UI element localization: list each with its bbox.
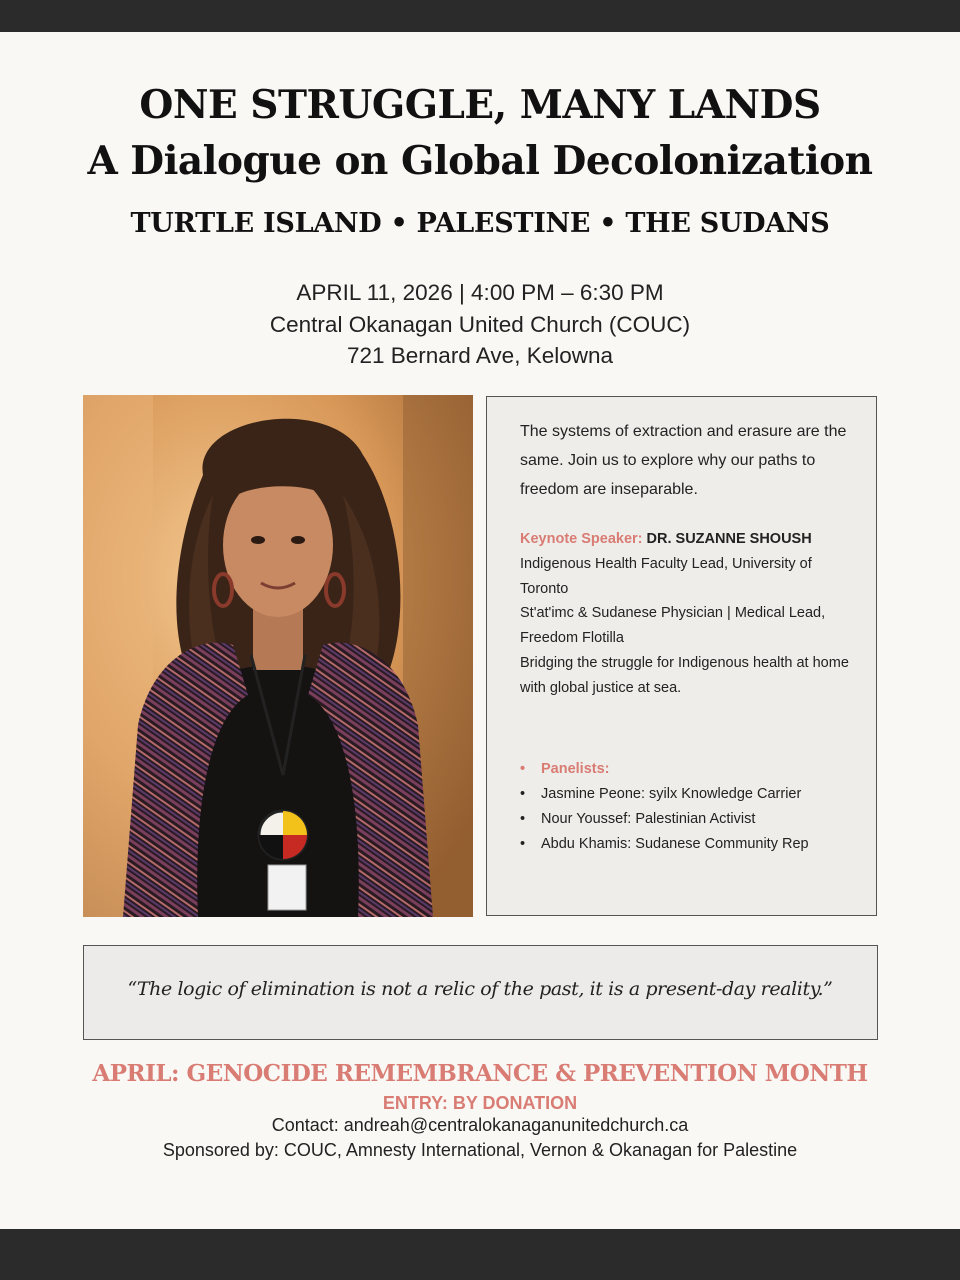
keynote-speaker-name: DR. SUZANNE SHOUSH xyxy=(646,531,812,547)
entry-info: ENTRY: BY DONATION xyxy=(382,1093,578,1113)
panelist-item xyxy=(520,832,840,857)
panelists-list xyxy=(520,782,840,856)
top-frame-bar xyxy=(0,0,960,32)
bullet-icon: • xyxy=(520,761,526,777)
event-details-panel xyxy=(486,396,877,916)
bullet-icon: • xyxy=(520,810,526,827)
speaker-bio-line1: Indigenous Health Faculty Lead, University of Toronto xyxy=(520,555,812,597)
keynote-section xyxy=(520,527,855,701)
bottom-frame-bar xyxy=(0,1229,960,1280)
keynote-label: Keynote Speaker: xyxy=(520,531,643,547)
bullet-icon: • xyxy=(520,786,526,802)
event-venue: Central Okanagan United Church (COUC) xyxy=(269,312,691,337)
speaker-photo xyxy=(83,395,473,917)
speaker-bio-line2: St'at'imc & Sudanese Physician | Medical Lead, Freedom Flotilla xyxy=(520,605,826,647)
quote-box xyxy=(83,945,878,1040)
panelist-text: Nour Youssef: Palestinian Activist xyxy=(541,810,756,827)
bullet-icon: • xyxy=(520,835,526,852)
month-banner: APRIL: GENOCIDE REMEMBRANCE & PREVENTION MONTH xyxy=(92,1060,868,1087)
event-datetime: APRIL 11, 2026 | 4:00 PM – 6:30 PM xyxy=(296,280,664,305)
panelists-label: Panelists: xyxy=(541,761,610,777)
panelist-item xyxy=(520,807,840,832)
panelist-text: Abdu Khamis: Sudanese Community Rep xyxy=(541,835,809,852)
keynote-line xyxy=(520,527,855,552)
poster-title: ONE STRUGGLE, MANY LANDS xyxy=(139,82,821,128)
panelist-text: Jasmine Peone: syilx Knowledge Carrier xyxy=(541,786,802,802)
panelists-heading xyxy=(520,757,610,782)
panelist-item xyxy=(520,782,840,807)
poster-title-line2: A Dialogue on Global Decolonization xyxy=(87,138,873,184)
poster-subtitle: TURTLE ISLAND • PALESTINE • THE SUDANS xyxy=(130,208,830,239)
quote-text: “The logic of elimination is not a relic of the past, it is a present-day reality.” xyxy=(127,978,833,1000)
sponsors-info: Sponsored by: COUC, Amnesty International, Vernon & Okanagan for Palestine xyxy=(162,1140,798,1160)
event-poster xyxy=(0,32,960,1229)
contact-info: Contact: andreah@centralokanaganunitedchurch.ca xyxy=(271,1115,689,1135)
event-address: 721 Bernard Ave, Kelowna xyxy=(346,343,614,368)
speaker-bio-line3: Bridging the struggle for Indigenous health at home with global justice at sea. xyxy=(520,654,849,696)
event-description: The systems of extraction and erasure are the same. Join us to explore why our paths to freedom are inseparable. xyxy=(520,423,847,498)
